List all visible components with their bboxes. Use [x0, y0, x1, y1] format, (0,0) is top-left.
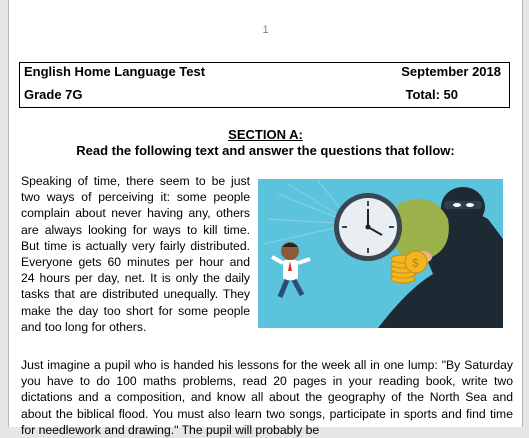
paragraph-2: Just imagine a pupil who is handed his lessons for the week all in one lump: "By Saturday you have to do 100 maths problems, read 20 pages in your reading book, write two dictations and a composition, and know all about the geography of the North Sea and about the biblical flood. You must also learn two songs, participate in sports and find time for needlework and drawing." The pupil will probably be [21, 358, 513, 437]
paragraph-1: Speaking of time, there seem to be just two ways of perceiving it: some people complain about never having any, others are always looking for ways to kill time. But time is actually very fairly distributed. Everyone gets 60 minutes per hour and 24 hours per day, net. It is only the daily tasks that are distributed unequally. They make the day too short for some people and too long for others. [21, 174, 250, 334]
time-thief-illustration-icon [258, 179, 503, 328]
section-title: SECTION A: [228, 127, 303, 142]
document-page [8, 0, 523, 437]
header-row-2 [24, 87, 501, 103]
test-header-box [19, 62, 510, 108]
header-row-1 [24, 64, 501, 80]
test-date: September 2018 [401, 64, 501, 79]
page-number: 1 [262, 24, 269, 36]
total-marks: Total: 50 [405, 87, 458, 102]
grade-label: Grade 7G [24, 87, 83, 102]
svg-text:$: $ [412, 256, 419, 270]
test-title: English Home Language Test [24, 64, 206, 79]
section-instructions: Read the following text and answer the questions that follow: [76, 143, 455, 158]
